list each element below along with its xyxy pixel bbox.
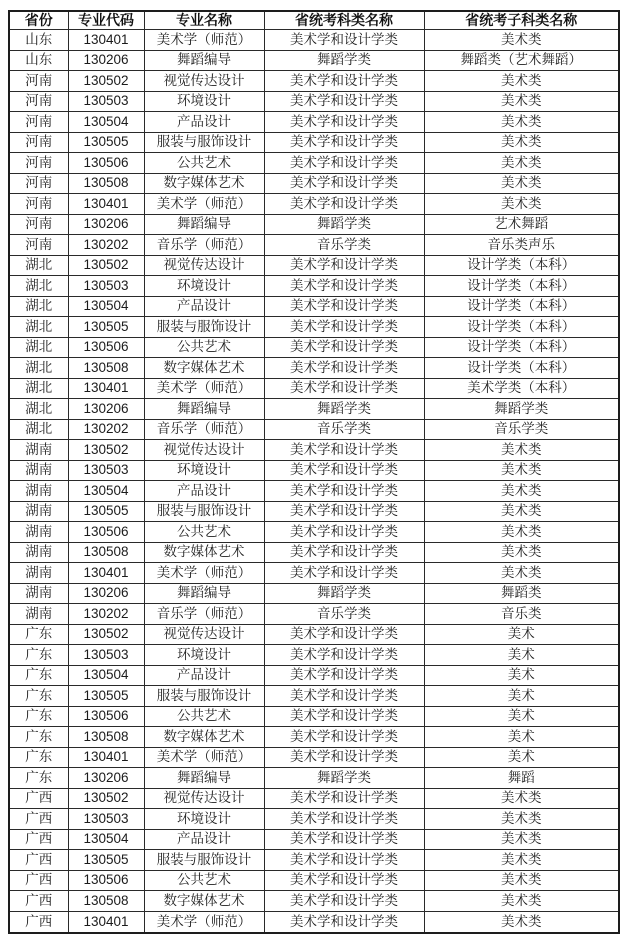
table-cell: 湖北 — [9, 378, 68, 399]
table-cell: 美术学和设计学类 — [264, 440, 424, 461]
table-cell: 环境设计 — [144, 460, 264, 481]
table-cell: 130508 — [68, 542, 144, 563]
table-cell: 美术学（师范） — [144, 747, 264, 768]
table-cell: 山东 — [9, 30, 68, 51]
table-cell: 130508 — [68, 173, 144, 194]
table-cell: 舞蹈学类 — [264, 399, 424, 420]
table-cell: 美术 — [424, 727, 619, 748]
table-cell: 服装与服饰设计 — [144, 850, 264, 871]
table-cell: 130503 — [68, 645, 144, 666]
table-cell: 美术 — [424, 624, 619, 645]
table-cell: 产品设计 — [144, 829, 264, 850]
table-cell: 广西 — [9, 891, 68, 912]
table-cell: 舞蹈编导 — [144, 399, 264, 420]
table-cell: 湖北 — [9, 419, 68, 440]
table-cell: 美术类 — [424, 850, 619, 871]
table-row — [9, 50, 619, 71]
table-cell: 130505 — [68, 501, 144, 522]
table-cell: 美术学和设计学类 — [264, 112, 424, 133]
table-cell: 湖北 — [9, 255, 68, 276]
table-cell: 广东 — [9, 645, 68, 666]
table-cell: 数字媒体艺术 — [144, 173, 264, 194]
table-cell: 美术类 — [424, 153, 619, 174]
table-header — [9, 11, 619, 30]
table-row — [9, 583, 619, 604]
table-cell: 公共艺术 — [144, 337, 264, 358]
table-cell: 设计学类（本科） — [424, 255, 619, 276]
table-cell: 美术学和设计学类 — [264, 727, 424, 748]
table-cell: 130206 — [68, 583, 144, 604]
table-cell: 音乐学类 — [264, 419, 424, 440]
table-cell: 美术类 — [424, 71, 619, 92]
table-row — [9, 727, 619, 748]
header-major-name: 专业名称 — [144, 11, 264, 30]
table-cell: 环境设计 — [144, 91, 264, 112]
table-cell: 130502 — [68, 71, 144, 92]
table-cell: 美术学和设计学类 — [264, 255, 424, 276]
table-row — [9, 440, 619, 461]
table-row — [9, 501, 619, 522]
table-cell: 公共艺术 — [144, 522, 264, 543]
table-cell: 130508 — [68, 727, 144, 748]
table-cell: 河南 — [9, 91, 68, 112]
table-row — [9, 378, 619, 399]
table-cell: 产品设计 — [144, 481, 264, 502]
table-cell: 广东 — [9, 768, 68, 789]
table-row — [9, 91, 619, 112]
table-cell: 美术类 — [424, 194, 619, 215]
table-cell: 美术 — [424, 747, 619, 768]
table-cell: 湖南 — [9, 501, 68, 522]
table-cell: 湖北 — [9, 317, 68, 338]
table-cell: 美术学和设计学类 — [264, 645, 424, 666]
table-cell: 130506 — [68, 153, 144, 174]
table-cell: 音乐类声乐 — [424, 235, 619, 256]
table-row — [9, 788, 619, 809]
table-cell: 130202 — [68, 604, 144, 625]
table-cell: 湖南 — [9, 460, 68, 481]
table-row — [9, 563, 619, 584]
table-cell: 产品设计 — [144, 665, 264, 686]
table-cell: 广东 — [9, 665, 68, 686]
table-cell: 美术学和设计学类 — [264, 624, 424, 645]
table-row — [9, 686, 619, 707]
table-cell: 美术学和设计学类 — [264, 30, 424, 51]
table-cell: 130401 — [68, 911, 144, 933]
table-cell: 舞蹈学类 — [264, 214, 424, 235]
table-cell: 130506 — [68, 706, 144, 727]
table-cell: 舞蹈学类 — [264, 583, 424, 604]
table-cell: 美术 — [424, 645, 619, 666]
table-header-row — [9, 11, 619, 30]
table-cell: 美术学和设计学类 — [264, 153, 424, 174]
table-cell: 130401 — [68, 747, 144, 768]
table-cell: 环境设计 — [144, 645, 264, 666]
table-cell: 美术学（师范） — [144, 911, 264, 933]
table-row — [9, 296, 619, 317]
table-cell: 130505 — [68, 850, 144, 871]
table-cell: 130506 — [68, 337, 144, 358]
table-cell: 美术学和设计学类 — [264, 522, 424, 543]
table-cell: 美术类 — [424, 112, 619, 133]
table-cell: 130504 — [68, 296, 144, 317]
table-cell: 河南 — [9, 132, 68, 153]
table-cell: 湖南 — [9, 604, 68, 625]
table-cell: 广东 — [9, 706, 68, 727]
table-cell: 河南 — [9, 173, 68, 194]
table-cell: 环境设计 — [144, 276, 264, 297]
table-cell: 130502 — [68, 788, 144, 809]
table-row — [9, 911, 619, 933]
table-cell: 美术学和设计学类 — [264, 706, 424, 727]
table-cell: 音乐学（师范） — [144, 235, 264, 256]
table-cell: 音乐类 — [424, 604, 619, 625]
table-cell: 设计学类（本科） — [424, 296, 619, 317]
table-cell: 河南 — [9, 214, 68, 235]
table-cell: 河南 — [9, 153, 68, 174]
table-cell: 广东 — [9, 624, 68, 645]
table-cell: 湖南 — [9, 542, 68, 563]
table-cell: 广西 — [9, 870, 68, 891]
table-row — [9, 255, 619, 276]
table-cell: 服装与服饰设计 — [144, 317, 264, 338]
table-row — [9, 829, 619, 850]
table-row — [9, 71, 619, 92]
table-cell: 130401 — [68, 563, 144, 584]
table-cell: 美术类 — [424, 563, 619, 584]
table-cell: 130206 — [68, 399, 144, 420]
table-cell: 美术类 — [424, 91, 619, 112]
table-row — [9, 891, 619, 912]
table-cell: 美术类 — [424, 440, 619, 461]
table-row — [9, 214, 619, 235]
table-cell: 美术学（师范） — [144, 30, 264, 51]
table-cell: 130506 — [68, 870, 144, 891]
table-cell: 美术学和设计学类 — [264, 829, 424, 850]
table-cell: 数字媒体艺术 — [144, 891, 264, 912]
table-cell: 舞蹈类 — [424, 583, 619, 604]
table-row — [9, 460, 619, 481]
table-row — [9, 173, 619, 194]
table-row — [9, 317, 619, 338]
table-cell: 美术类 — [424, 173, 619, 194]
table-cell: 美术类 — [424, 542, 619, 563]
table-cell: 服装与服饰设计 — [144, 501, 264, 522]
table-cell: 130206 — [68, 50, 144, 71]
table-cell: 视觉传达设计 — [144, 71, 264, 92]
table-cell: 美术学和设计学类 — [264, 563, 424, 584]
table-row — [9, 850, 619, 871]
header-province: 省份 — [9, 11, 68, 30]
table-cell: 湖南 — [9, 440, 68, 461]
table-cell: 广东 — [9, 747, 68, 768]
table-cell: 130401 — [68, 378, 144, 399]
table-cell: 河南 — [9, 71, 68, 92]
table-cell: 130504 — [68, 112, 144, 133]
table-cell: 美术类 — [424, 132, 619, 153]
table-cell: 广西 — [9, 788, 68, 809]
table-cell: 美术 — [424, 706, 619, 727]
table-cell: 130508 — [68, 358, 144, 379]
table-cell: 美术学和设计学类 — [264, 378, 424, 399]
table-row — [9, 624, 619, 645]
table-row — [9, 337, 619, 358]
table-cell: 视觉传达设计 — [144, 624, 264, 645]
header-major-code: 专业代码 — [68, 11, 144, 30]
table-cell: 舞蹈学类 — [424, 399, 619, 420]
table-cell: 130202 — [68, 419, 144, 440]
table-cell: 美术学和设计学类 — [264, 788, 424, 809]
table-cell: 美术学和设计学类 — [264, 870, 424, 891]
table-cell: 130503 — [68, 91, 144, 112]
table-cell: 服装与服饰设计 — [144, 686, 264, 707]
table-cell: 美术学和设计学类 — [264, 911, 424, 933]
table-cell: 130503 — [68, 276, 144, 297]
table-cell: 湖北 — [9, 399, 68, 420]
table-cell: 舞蹈编导 — [144, 768, 264, 789]
table-cell: 环境设计 — [144, 809, 264, 830]
table-row — [9, 112, 619, 133]
table-cell: 河南 — [9, 235, 68, 256]
table-cell: 130506 — [68, 522, 144, 543]
table-row — [9, 542, 619, 563]
table-cell: 广西 — [9, 911, 68, 933]
table-cell: 数字媒体艺术 — [144, 727, 264, 748]
table-cell: 美术类 — [424, 829, 619, 850]
table-cell: 湖北 — [9, 296, 68, 317]
table-row — [9, 706, 619, 727]
table-cell: 130202 — [68, 235, 144, 256]
table-cell: 设计学类（本科） — [424, 276, 619, 297]
table-cell: 音乐学（师范） — [144, 419, 264, 440]
table-cell: 广西 — [9, 809, 68, 830]
table-cell: 舞蹈学类 — [264, 50, 424, 71]
table-cell: 美术类 — [424, 522, 619, 543]
table-cell: 美术学和设计学类 — [264, 501, 424, 522]
table-cell: 湖南 — [9, 583, 68, 604]
table-cell: 设计学类（本科） — [424, 317, 619, 338]
table-cell: 湖北 — [9, 358, 68, 379]
table-cell: 130504 — [68, 665, 144, 686]
table-cell: 广东 — [9, 686, 68, 707]
table-cell: 美术类 — [424, 460, 619, 481]
table-cell: 美术学类（本科） — [424, 378, 619, 399]
table-cell: 设计学类（本科） — [424, 358, 619, 379]
table-cell: 舞蹈编导 — [144, 214, 264, 235]
table-cell: 视觉传达设计 — [144, 255, 264, 276]
table-cell: 美术学和设计学类 — [264, 296, 424, 317]
table-cell: 美术学（师范） — [144, 378, 264, 399]
table-cell: 美术学（师范） — [144, 194, 264, 215]
table-cell: 产品设计 — [144, 296, 264, 317]
table-row — [9, 481, 619, 502]
table-cell: 公共艺术 — [144, 870, 264, 891]
table-cell: 山东 — [9, 50, 68, 71]
table-cell: 美术学和设计学类 — [264, 132, 424, 153]
table-cell: 产品设计 — [144, 112, 264, 133]
table-cell: 130505 — [68, 317, 144, 338]
table-cell: 130401 — [68, 194, 144, 215]
table-cell: 舞蹈编导 — [144, 583, 264, 604]
table-row — [9, 645, 619, 666]
table-cell: 美术类 — [424, 870, 619, 891]
table-cell: 130502 — [68, 624, 144, 645]
table-cell: 美术学和设计学类 — [264, 891, 424, 912]
table-cell: 130508 — [68, 891, 144, 912]
table-row — [9, 665, 619, 686]
table-cell: 130504 — [68, 829, 144, 850]
table-row — [9, 399, 619, 420]
table-cell: 130502 — [68, 440, 144, 461]
table-cell: 音乐学类 — [264, 235, 424, 256]
table-cell: 服装与服饰设计 — [144, 132, 264, 153]
table-cell: 美术学和设计学类 — [264, 850, 424, 871]
table-cell: 广西 — [9, 829, 68, 850]
table-cell: 数字媒体艺术 — [144, 358, 264, 379]
table-cell: 美术学和设计学类 — [264, 747, 424, 768]
header-exam-subcategory: 省统考子科类名称 — [424, 11, 619, 30]
table-cell: 舞蹈类（艺术舞蹈） — [424, 50, 619, 71]
table-cell: 河南 — [9, 194, 68, 215]
table-cell: 公共艺术 — [144, 153, 264, 174]
table-cell: 广东 — [9, 727, 68, 748]
table-row — [9, 870, 619, 891]
table-cell: 美术学和设计学类 — [264, 665, 424, 686]
table-cell: 美术学和设计学类 — [264, 686, 424, 707]
table-cell: 音乐学类 — [424, 419, 619, 440]
table-cell: 美术学和设计学类 — [264, 337, 424, 358]
table-cell: 130503 — [68, 460, 144, 481]
table-cell: 舞蹈学类 — [264, 768, 424, 789]
table-cell: 美术学和设计学类 — [264, 542, 424, 563]
table-cell: 美术学和设计学类 — [264, 194, 424, 215]
table-cell: 美术类 — [424, 30, 619, 51]
table-cell: 130504 — [68, 481, 144, 502]
table-cell: 舞蹈编导 — [144, 50, 264, 71]
table-cell: 美术学和设计学类 — [264, 809, 424, 830]
table-row — [9, 235, 619, 256]
table-cell: 美术学（师范） — [144, 563, 264, 584]
table-cell: 音乐学（师范） — [144, 604, 264, 625]
table-cell: 公共艺术 — [144, 706, 264, 727]
table-cell: 美术学和设计学类 — [264, 71, 424, 92]
table-cell: 130505 — [68, 132, 144, 153]
admissions-category-table — [8, 10, 620, 934]
table-cell: 艺术舞蹈 — [424, 214, 619, 235]
table-cell: 美术类 — [424, 481, 619, 502]
table-row — [9, 747, 619, 768]
table-row — [9, 194, 619, 215]
table-cell: 美术学和设计学类 — [264, 276, 424, 297]
table-cell: 130502 — [68, 255, 144, 276]
table-row — [9, 358, 619, 379]
table-cell: 130505 — [68, 686, 144, 707]
table-row — [9, 419, 619, 440]
table-cell: 美术 — [424, 665, 619, 686]
header-exam-category: 省统考科类名称 — [264, 11, 424, 30]
table-cell: 河南 — [9, 112, 68, 133]
table-cell: 美术类 — [424, 891, 619, 912]
table-cell: 设计学类（本科） — [424, 337, 619, 358]
table-cell: 美术类 — [424, 911, 619, 933]
table-cell: 湖北 — [9, 276, 68, 297]
table-row — [9, 153, 619, 174]
table-cell: 美术学和设计学类 — [264, 481, 424, 502]
table-cell: 湖南 — [9, 563, 68, 584]
table-cell: 广西 — [9, 850, 68, 871]
table-row — [9, 604, 619, 625]
table-cell: 美术学和设计学类 — [264, 91, 424, 112]
table-cell: 美术类 — [424, 788, 619, 809]
table-cell: 美术学和设计学类 — [264, 317, 424, 338]
table-cell: 视觉传达设计 — [144, 440, 264, 461]
table-cell: 湖南 — [9, 522, 68, 543]
table-cell: 视觉传达设计 — [144, 788, 264, 809]
table-cell: 美术学和设计学类 — [264, 173, 424, 194]
table-cell: 美术学和设计学类 — [264, 358, 424, 379]
table-cell: 美术学和设计学类 — [264, 460, 424, 481]
table-cell: 130206 — [68, 768, 144, 789]
table-row — [9, 276, 619, 297]
table-cell: 湖南 — [9, 481, 68, 502]
table-cell: 美术类 — [424, 501, 619, 522]
table-cell: 130401 — [68, 30, 144, 51]
table-cell: 美术 — [424, 686, 619, 707]
table-row — [9, 768, 619, 789]
table-row — [9, 30, 619, 51]
table-cell: 舞蹈 — [424, 768, 619, 789]
table-cell: 数字媒体艺术 — [144, 542, 264, 563]
table-row — [9, 809, 619, 830]
table-cell: 130503 — [68, 809, 144, 830]
table-row — [9, 132, 619, 153]
table-body — [9, 30, 619, 933]
table-cell: 美术类 — [424, 809, 619, 830]
table-row — [9, 522, 619, 543]
table-cell: 湖北 — [9, 337, 68, 358]
table-cell: 音乐学类 — [264, 604, 424, 625]
table-cell: 130206 — [68, 214, 144, 235]
